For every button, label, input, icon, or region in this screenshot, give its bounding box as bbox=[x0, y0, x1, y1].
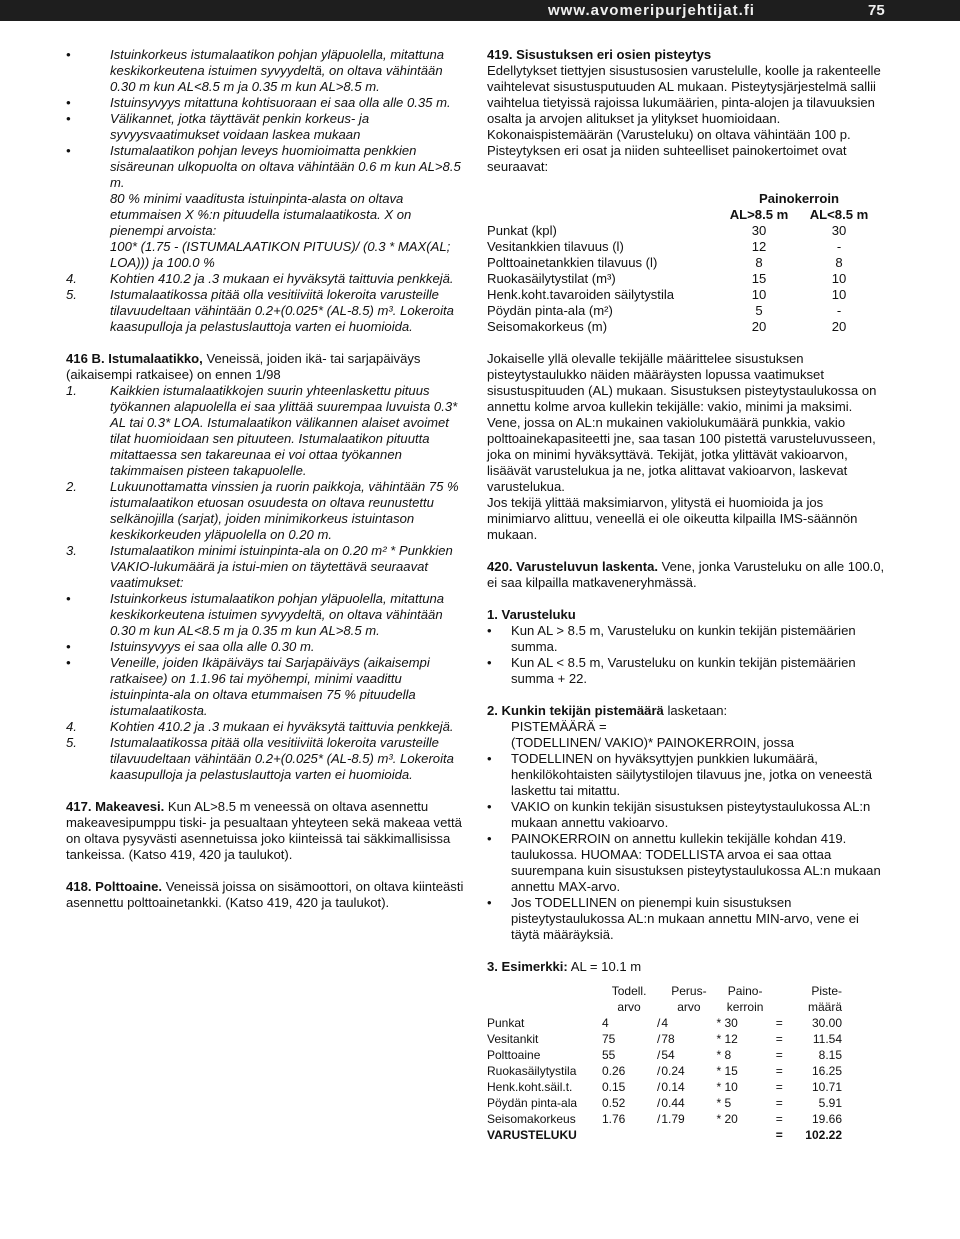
example-heading: 3. Esimerkki: AL = 10.1 m bbox=[487, 959, 642, 974]
section-417-heading: 417. Makeavesi. bbox=[66, 799, 165, 814]
page-header-bar bbox=[0, 0, 960, 21]
varusteluku-heading: 1. Varusteluku bbox=[487, 607, 576, 622]
score-formula: (TODELLINEN/ VAKIO)* PAINOKERROIN, jossa bbox=[511, 735, 795, 750]
table-row: Seisomakorkeus 1.76 / 1.79 * 20 = 19.66 bbox=[487, 1112, 842, 1126]
list-item: • Kun AL > 8.5 m, Varusteluku on kunkin tekijän pistemäärien summa. bbox=[487, 623, 856, 654]
table-row: Punkat (kpl) 30 30 bbox=[487, 223, 847, 238]
list-item: 80 % minimi vaaditusta istuinpinta-alasta on oltava etummaisen X %:n pituudella istumalaatikosta. X on pienempi arvoista: bbox=[110, 191, 412, 238]
list-item: • Välikannet, jotka täyttävät penkin korkeus- ja syvyysvaatimukset voidaan laskea mukaan bbox=[66, 111, 370, 142]
top-item-list bbox=[66, 47, 466, 335]
score-heading: 2. Kunkin tekijän pistemäärä lasketaan: bbox=[487, 703, 728, 718]
table-row: Pöydän pinta-ala 0.52 / 0.44 * 5 = 5.91 bbox=[487, 1096, 842, 1110]
table-row: Vesitankkien tilavuus (l) 12 - bbox=[487, 239, 842, 254]
list-item: 5. Istumalaatikossa pitää olla vesitiiviitä lokeroita varusteille tilavuudeltaan vähintään 0.2+(0.025* (AL-8.5) m³. Lokeroita kaasupulloja ja pelastuslauttoja varten ei huomioida. bbox=[66, 735, 454, 782]
table-row: Vesitankit 75 / 78 * 12 = 11.54 bbox=[487, 1032, 842, 1046]
list-item: • TODELLINEN on hyväksyttyjen punkkien lukumäärä, henkilökohtaisten säilytystilojen tilavuus jne, jotka on veneestä laskettu tai mitattu. bbox=[487, 751, 873, 798]
list-item: • Istuinsyvyys ei saa olla alle 0.30 m. bbox=[66, 639, 315, 654]
section-419-paragraph: Jokaiselle yllä olevalle tekijälle määrittelee sisustuksen pisteytystaulukko näiden määräysten lopussa vaatimukset sisustuspituuden (AL) mukaan. Sisustuksen pisteytystaulukossa on annettu kolme arvoa kullekin tekijälle: vakio, minimi ja maksimi. Vene, jossa on AL:n mukainen vakiolukumäärä punkkia, vakio polttoainekapasiteetti jne, saa tasan 100 pistettä varusteluvusseen, joka on minimi hyväksyttävä. Tekijät, jotka ylittävät vakioarvon, lisäävät varustelukua ja ne, jotka alittavat vakioarvon, laskevat varustelukua. bbox=[487, 351, 877, 494]
list-item: • Istuinkorkeus istumalaatikon pohjan yläpuolella, mitattuna keskikorkeutena istuimen syvyydeltä, on oltava vähintään 0.30 m kun AL<8.5 m ja 0.35 m kun AL>8.5 m. bbox=[66, 591, 445, 638]
section-417: 417. Makeavesi. Kun AL>8.5 m veneessä on oltava asennettu makeavesipumppu tiski- ja pesualtaan yhteyteen sekä makeaa vettä on oltava pysyvästi asennetuissa joko kiinteissä tai säkkimallisissa tankeissa. (Katso 419, 420 ja taulukot). bbox=[66, 799, 462, 862]
list-item: 1. Kaikkien istumalaatikkojen suurin yhteenlaskettu pituus työkannen alapuolella ei saa ylittää suurempaa luvuista 0.3* AL tai 0.3* LOA. Istumalaatikon välikannen alaiset avoimet tilat huomioidaan sen pituuteen. Istumalaatikon pituutta mitattaessa sen takareunaa ei voi ottaa työkannen takimmaisen pisteen takapuolelle. bbox=[66, 383, 458, 478]
section-419-paragraph: Jos tekijä ylittää maksimiarvon, ylitystä ei huomioida ja jos minimiarvo alittuu, veneellä ei ole oikeutta kilpailla IMS-säännön mukaan. bbox=[487, 495, 858, 542]
section-418-heading: 418. Polttoaine. bbox=[66, 879, 163, 894]
right-column bbox=[487, 47, 887, 1143]
weight-factor-table: Painokerroin AL>8.5 m AL<8.5 m Punkat (kpl) 30 30 Vesitankkien tilavuus (l) 12 - Polttoainetankkien tilavuus (l) 8 8 Ruokasäilytystilat (m³) 15 10 Henk.koht.tavaroiden säilytystila 10 10 Pöydän pinta-ala (m²) 5 - Seisomakorkeus (m) 20 20 bbox=[487, 191, 879, 335]
table-row: Punkat 4 / 4 * 30 = 30.00 bbox=[487, 1016, 842, 1030]
table-header-row: Todell. Perus- Paino- Piste- bbox=[611, 984, 842, 998]
formula-item: 100* (1.75 - (ISTUMALAATIKON PITUUS)/ (0.3 * MAX(AL; LOA))) ja 100.0 % bbox=[110, 239, 451, 270]
score-formula: PISTEMÄÄRÄ = bbox=[511, 719, 607, 734]
list-item: • Istumalaatikon pohjan leveys huomioimatta penkkien sisäreunan ulkopuolta on oltava vähintään 0.6 m kun AL>8.5 m. bbox=[66, 143, 461, 190]
section-420: 420. Varusteluvun laskenta. Vene, jonka Varusteluku on alle 100.0, ei saa kilpailla matkaveneryhmässä. bbox=[487, 559, 885, 590]
page-number: 75 bbox=[868, 2, 885, 19]
example-table bbox=[487, 983, 842, 1143]
section-419-paragraph: Edellytykset tiettyjen sisustusosien varustelulle, koolle ja rakenteelle vaihtelevat sisustusputuuden AL mukaan. Pisteytysjärjestelmä sallii vaihtelua tietyissä rajoissa lukumäärien, pinta-alojen ja tilavuuksien osalta ja arvojen alitukset ja ylitykset huomioidaan. Kokonaispistemäärän (Varusteluku) on oltava vähintään 100 p. bbox=[487, 63, 881, 142]
table-row: Ruokasäilytystilat (m³) 15 10 bbox=[487, 271, 847, 286]
table-row: Polttoainetankkien tilavuus (l) 8 8 bbox=[487, 255, 843, 270]
section-420-heading: 420. Varusteluvun laskenta. bbox=[487, 559, 659, 574]
section-416-list bbox=[66, 383, 466, 783]
list-item: • Jos TODELLINEN on pienempi kuin sisustuksen pisteytystaulukossa AL:n mukaan annettu MIN-arvo, vene ei täytä määräyksiä. bbox=[487, 895, 859, 942]
table-row: Henk.koht.tavaroiden säilytystila 10 10 bbox=[487, 287, 847, 302]
section-416-intro: 416 B. Istumalaatikko, Veneissä, joiden ikä- tai sarjapäiväys (aikaisempi ratkaisee) on ennen 1/98 bbox=[66, 351, 421, 382]
section-418: 418. Polttoaine. Veneissä joissa on sisämoottori, on oltava kiinteästi asennettu polttoainetankki. (Katso 419, 420 ja taulukot). bbox=[66, 879, 464, 910]
section-416-heading: 416 B. Istumalaatikko, bbox=[66, 351, 203, 366]
list-item: 4. Kohtien 410.2 ja .3 mukaan ei hyväksytä taittuvia penkkejä. bbox=[66, 271, 454, 286]
list-item: • Istuinsyvyys mitattuna kohtisuoraan ei saa olla alle 0.35 m. bbox=[66, 95, 451, 110]
list-item: 3. Istumalaatikon minimi istuinpinta-ala on 0.20 m² * Punkkien VAKIO-lukumäärä ja istui-mien on täytettävä seuraavat vaatimukset: bbox=[66, 543, 453, 590]
table-row: Ruokasäilytystila 0.26 / 0.24 * 15 = 16.25 bbox=[487, 1064, 842, 1078]
table-row: Henk.koht.säil.t. 0.15 / 0.14 * 10 = 10.71 bbox=[487, 1080, 842, 1094]
list-item: 5. Istumalaatikossa pitää olla vesitiiviitä lokeroita varusteille tilavuudeltaan vähintään 0.2+(0.025* (AL-8.5) m³. Lokeroita kaasupulloja ja pelastuslauttoja varten ei huomioida. bbox=[66, 287, 454, 334]
list-item: • Kun AL < 8.5 m, Varusteluku on kunkin tekijän pistemäärien summa + 22. bbox=[487, 655, 856, 686]
list-item: • Veneille, joiden Ikäpäiväys tai Sarjapäiväys (aikaisempi ratkaisee) on 1.1.96 tai myöhempi, minimi vaadittu istuinpinta-ala on oltava etummaisen 75 % pituudella istumalaatikosta. bbox=[66, 655, 430, 718]
list-item: • VAKIO on kunkin tekijän sisustuksen pisteytystaulukossa AL:n mukaan annettu vakioarvo. bbox=[487, 799, 871, 830]
section-419-paragraph: Pisteytyksen eri osat ja niiden suhteelliset painokertoimet ovat seuraavat: bbox=[487, 143, 847, 174]
table-row: Polttoaine 55 / 54 * 8 = 8.15 bbox=[487, 1048, 842, 1062]
left-column bbox=[66, 47, 466, 911]
table-total-row: VARUSTELUKU = 102.22 bbox=[487, 1128, 842, 1142]
site-url[interactable]: www.avomeripurjehtijat.fi bbox=[548, 2, 755, 19]
table-header-row: arvo arvo kerroin määrä bbox=[617, 1000, 842, 1014]
list-item: • Istuinkorkeus istumalaatikon pohjan yläpuolella, mitattuna keskikorkeutena istuimen syvyydeltä, on oltava vähintään 0.30 m kun AL<8.5 m ja 0.35 m kun AL>8.5 m. bbox=[66, 47, 445, 94]
list-item: 2. Lukuunottamatta vinssien ja ruorin paikkoja, vähintään 75 % istumalaatikon etuosan osuudesta on oltava reunustettu selkänojilla (sarjat), joiden minimikorkeus istuintason keskikorkeuden yläpuolella on 0.20 m. bbox=[66, 479, 459, 542]
table-row: Seisomakorkeus (m) 20 20 bbox=[487, 319, 847, 334]
table-row: Pöydän pinta-ala (m²) 5 - bbox=[487, 303, 842, 318]
list-item: • PAINOKERROIN on annettu kullekin tekijälle kohdan 419. taulukossa. HUOMAA: TODELLISTA arvoa ei saa ottaa suurempana kuin sisustuksen pisteytystaulukossa AL:n mukaan annettu MAX-arvo. bbox=[487, 831, 881, 894]
list-item: 4. Kohtien 410.2 ja .3 mukaan ei hyväksytä taittuvia penkkejä. bbox=[66, 719, 454, 734]
section-419-heading: 419. Sisustuksen eri osien pisteytys bbox=[487, 47, 712, 62]
